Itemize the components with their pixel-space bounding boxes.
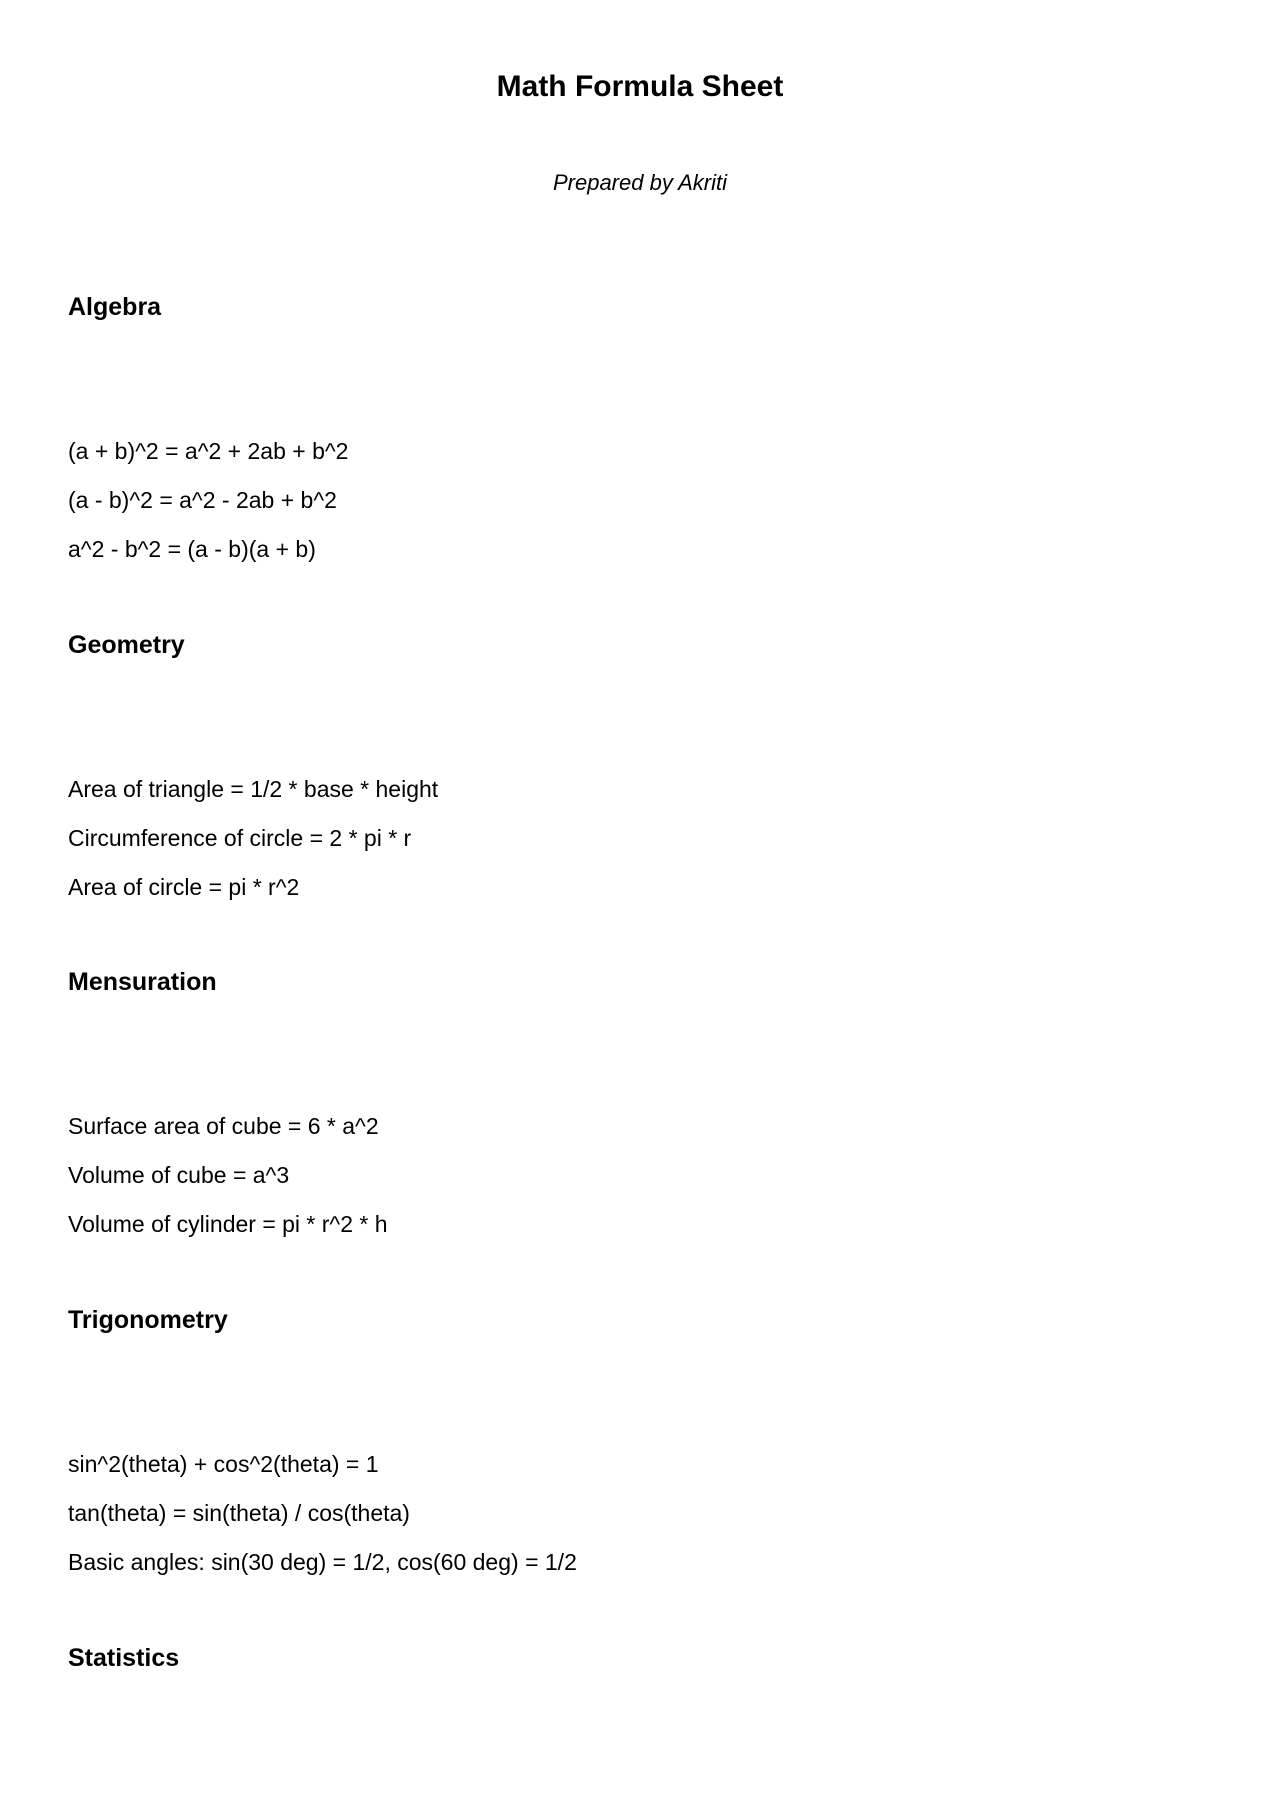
formula: tan(theta) = sin(theta) / cos(theta) xyxy=(68,1500,410,1526)
formula: Area of triangle = 1/2 * base * height xyxy=(68,776,439,802)
section-geometry xyxy=(68,630,1208,900)
formula: (a - b)^2 = a^2 - 2ab + b^2 xyxy=(68,487,337,513)
formula: Basic angles: sin(30 deg) = 1/2, cos(60 deg) = 1/2 xyxy=(68,1549,577,1575)
section-trigonometry xyxy=(68,1305,1208,1575)
section-heading: Mensuration xyxy=(68,968,217,996)
section-heading: Geometry xyxy=(68,631,185,659)
formula: a^2 - b^2 = (a - b)(a + b) xyxy=(68,536,316,562)
formula: Volume of cube = a^3 xyxy=(68,1162,290,1188)
formula-list xyxy=(68,765,438,912)
page-subtitle: Prepared by Akriti xyxy=(552,170,728,195)
formula: Area of circle = pi * r^2 xyxy=(68,874,300,900)
section-heading: Algebra xyxy=(68,293,162,321)
section-statistics xyxy=(68,1643,1208,1673)
formula: Circumference of circle = 2 * pi * r xyxy=(68,825,412,851)
formula: sin^2(theta) + cos^2(theta) = 1 xyxy=(68,1451,379,1477)
formula: Surface area of cube = 6 * a^2 xyxy=(68,1113,379,1139)
formula: Volume of cylinder = pi * r^2 * h xyxy=(68,1211,388,1237)
section-algebra xyxy=(68,292,1208,562)
section-heading: Trigonometry xyxy=(68,1306,228,1334)
section-mensuration xyxy=(68,967,1208,1237)
formula-list xyxy=(68,1102,388,1249)
page-title: Math Formula Sheet xyxy=(496,70,784,103)
formula-list xyxy=(68,427,348,574)
section-heading: Statistics xyxy=(68,1644,180,1672)
formula-list xyxy=(68,1440,577,1587)
formula: (a + b)^2 = a^2 + 2ab + b^2 xyxy=(68,438,349,464)
